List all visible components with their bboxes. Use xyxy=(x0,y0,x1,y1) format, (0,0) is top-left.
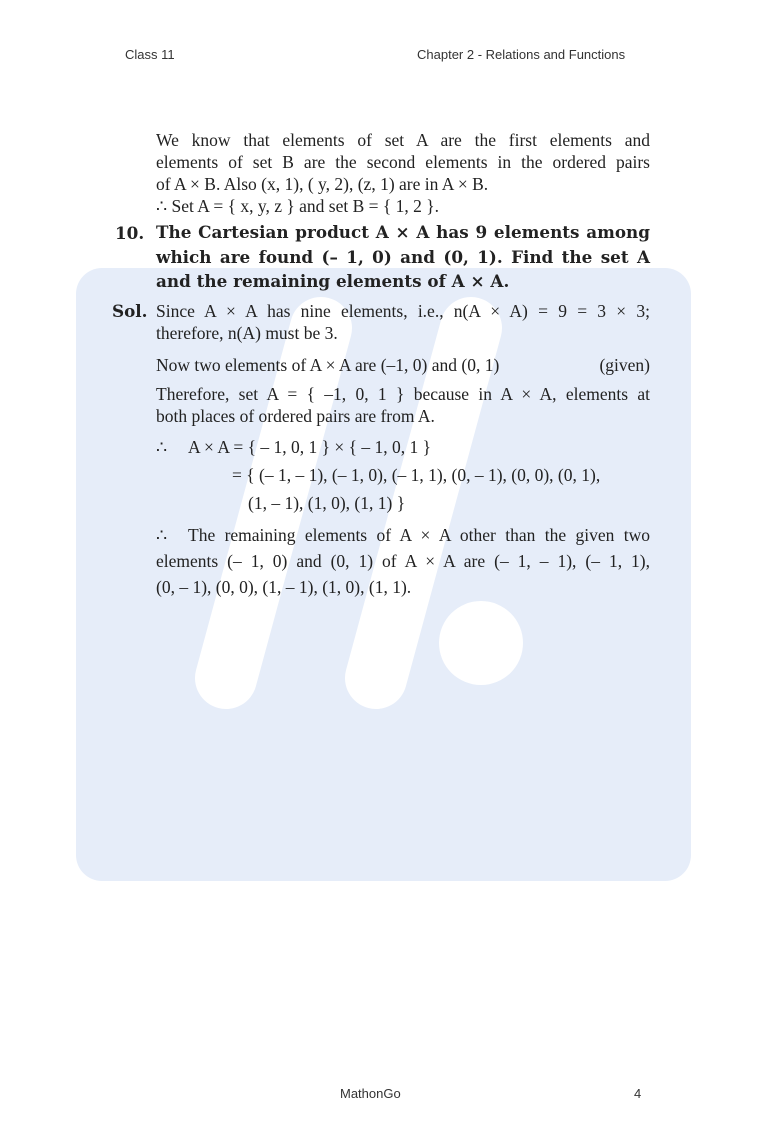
solution-line: = { (– 1, – 1), (– 1, 0), (– 1, 1), (0, – 1), (0, 0), (0, 1), xyxy=(232,465,601,485)
solution-label: Sol. xyxy=(112,301,148,321)
solution-line-text: A × A = { – 1, 0, 1 } × { – 1, 0, 1 } xyxy=(188,437,432,457)
intro-line: elements of set B are the second elements in the ordered pairs xyxy=(156,152,650,172)
solution-block-3 xyxy=(156,383,650,427)
solution-line xyxy=(156,436,650,458)
solution-line: Since A × A has nine elements, i.e., n(A × A) = 9 = 3 × 3; xyxy=(156,301,650,321)
solution-line xyxy=(156,524,650,546)
intro-line: of A × B. Also (x, 1), ( y, 2), (z, 1) are in A × B. xyxy=(156,174,489,194)
solution-line: (0, – 1), (0, 0), (1, – 1), (1, 0), (1, 1). xyxy=(156,577,412,597)
solution-block-4 xyxy=(156,436,650,514)
header-chapter: Chapter 2 - Relations and Functions xyxy=(417,47,626,62)
intro-paragraph xyxy=(156,129,650,217)
intro-line: We know that elements of set A are the first elements and xyxy=(156,130,650,150)
solution-block-5 xyxy=(156,524,650,598)
solution-line: Therefore, set A = { –1, 0, 1 } because in A × A, elements at xyxy=(156,384,650,404)
solution-line: therefore, n(A) must be 3. xyxy=(156,323,338,343)
footer-page-number: 4 xyxy=(634,1086,642,1101)
question-line: The Cartesian product A × A has 9 elements among xyxy=(156,222,650,242)
given-note: (given) xyxy=(599,355,650,375)
solution-block-1 xyxy=(156,300,650,344)
solution-line xyxy=(156,354,650,376)
therefore-symbol: ∴ xyxy=(156,525,168,545)
intro-line: ∴ Set A = { x, y, z } and set B = { 1, 2 }. xyxy=(156,196,440,216)
solution-block-2 xyxy=(156,354,650,376)
question-text xyxy=(156,220,650,294)
solution-line-text: Now two elements of A × A are (–1, 0) and (0, 1) xyxy=(156,355,500,375)
solution-line: both places of ordered pairs are from A. xyxy=(156,406,435,426)
solution-line: (1, – 1), (1, 0), (1, 1) } xyxy=(248,493,406,513)
question-line: and the remaining elements of A × A. xyxy=(156,271,510,291)
solution-line-text: The remaining elements of A × A other than the given two xyxy=(188,525,650,545)
question-line: which are found (– 1, 0) and (0, 1). Find the set A xyxy=(156,246,650,267)
question-number: 10. xyxy=(115,223,145,243)
solution-line: elements (– 1, 0) and (0, 1) of A × A are (– 1, – 1), (– 1, 1), xyxy=(156,551,650,571)
footer-brand: MathonGo xyxy=(340,1086,401,1101)
therefore-symbol: ∴ xyxy=(156,437,168,457)
header-class: Class 11 xyxy=(125,47,175,62)
